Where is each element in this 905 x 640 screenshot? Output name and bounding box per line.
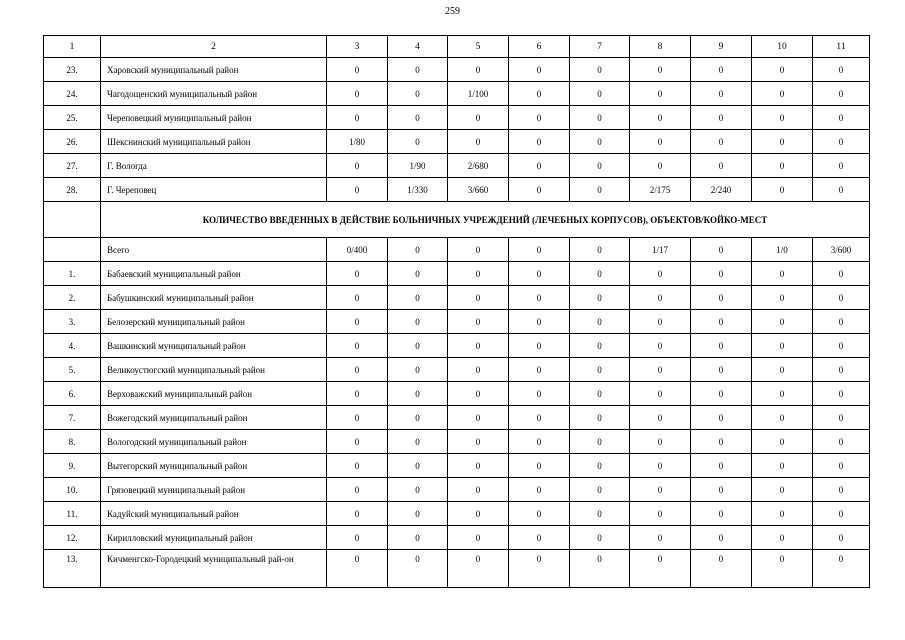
value-cell: 0 bbox=[752, 82, 813, 106]
column-number-cell: 5 bbox=[448, 36, 509, 58]
value-cell: 0 bbox=[570, 286, 630, 310]
value-cell: 0 bbox=[509, 382, 570, 406]
row-number-cell: 24. bbox=[44, 82, 101, 106]
value-cell: 0 bbox=[691, 358, 752, 382]
value-cell: 0 bbox=[388, 130, 448, 154]
district-name-cell: Кичменгско-Городецкий муниципальный рай-он bbox=[101, 550, 327, 588]
value-cell: 0 bbox=[813, 454, 870, 478]
district-name-cell: Кадуйский муниципальный район bbox=[101, 502, 327, 526]
value-cell: 0 bbox=[327, 550, 388, 588]
value-cell: 0 bbox=[448, 550, 509, 588]
value-cell: 0 bbox=[752, 154, 813, 178]
value-cell: 0 bbox=[448, 262, 509, 286]
value-cell: 0 bbox=[388, 382, 448, 406]
table-row bbox=[44, 502, 870, 526]
value-cell: 0 bbox=[509, 130, 570, 154]
value-cell: 0 bbox=[691, 262, 752, 286]
value-cell: 0 bbox=[630, 58, 691, 82]
value-cell: 0 bbox=[752, 358, 813, 382]
value-cell: 0 bbox=[570, 334, 630, 358]
value-cell: 0 bbox=[509, 178, 570, 202]
row-number-cell: 1. bbox=[44, 262, 101, 286]
row-number-cell: 6. bbox=[44, 382, 101, 406]
value-cell: 0 bbox=[570, 178, 630, 202]
column-number-cell: 2 bbox=[101, 36, 327, 58]
value-cell: 0 bbox=[388, 334, 448, 358]
value-cell: 0 bbox=[630, 154, 691, 178]
value-cell: 0 bbox=[630, 406, 691, 430]
value-cell: 0 bbox=[630, 358, 691, 382]
value-cell: 0 bbox=[327, 358, 388, 382]
value-cell: 0 bbox=[388, 478, 448, 502]
value-cell: 0 bbox=[691, 334, 752, 358]
value-cell: 0 bbox=[570, 382, 630, 406]
value-cell: 0 bbox=[752, 286, 813, 310]
value-cell: 0 bbox=[388, 502, 448, 526]
value-cell: 0 bbox=[752, 262, 813, 286]
value-cell: 0 bbox=[448, 310, 509, 334]
value-cell: 0 bbox=[630, 430, 691, 454]
district-name-cell: Шекснинский муниципальный район bbox=[101, 130, 327, 154]
value-cell: 0 bbox=[388, 310, 448, 334]
value-cell: 0 bbox=[570, 130, 630, 154]
value-cell: 0 bbox=[630, 478, 691, 502]
value-cell: 0 bbox=[752, 130, 813, 154]
value-cell: 0 bbox=[691, 130, 752, 154]
column-number-cell: 6 bbox=[509, 36, 570, 58]
value-cell: 0 bbox=[448, 406, 509, 430]
value-cell: 0 bbox=[570, 82, 630, 106]
value-cell: 0 bbox=[388, 550, 448, 588]
value-cell: 0 bbox=[327, 382, 388, 406]
value-cell: 0 bbox=[691, 82, 752, 106]
value-cell: 0 bbox=[448, 238, 509, 262]
value-cell: 0 bbox=[752, 526, 813, 550]
district-name-cell: Вашкинский муниципальный район bbox=[101, 334, 327, 358]
value-cell: 0 bbox=[570, 238, 630, 262]
table-row bbox=[44, 382, 870, 406]
district-name-cell: Харовский муниципальный район bbox=[101, 58, 327, 82]
value-cell: 0 bbox=[752, 334, 813, 358]
table-row bbox=[44, 262, 870, 286]
value-cell: 0 bbox=[327, 454, 388, 478]
column-number-cell: 8 bbox=[630, 36, 691, 58]
value-cell: 0 bbox=[691, 430, 752, 454]
value-cell: 0 bbox=[630, 82, 691, 106]
value-cell: 2/240 bbox=[691, 178, 752, 202]
table-row bbox=[44, 334, 870, 358]
value-cell: 0 bbox=[813, 382, 870, 406]
value-cell: 0 bbox=[630, 310, 691, 334]
value-cell: 0 bbox=[448, 106, 509, 130]
row-number-cell: 5. bbox=[44, 358, 101, 382]
value-cell: 0 bbox=[388, 58, 448, 82]
value-cell: 0 bbox=[570, 550, 630, 588]
value-cell: 0 bbox=[570, 310, 630, 334]
value-cell: 0 bbox=[327, 106, 388, 130]
row-number-cell: 28. bbox=[44, 178, 101, 202]
value-cell: 0 bbox=[448, 358, 509, 382]
value-cell: 0 bbox=[691, 286, 752, 310]
row-number-cell: 12. bbox=[44, 526, 101, 550]
district-name-cell: Грязовецкий муниципальный район bbox=[101, 478, 327, 502]
row-number-cell: 23. bbox=[44, 58, 101, 82]
row-number-cell: 25. bbox=[44, 106, 101, 130]
value-cell: 0 bbox=[327, 430, 388, 454]
value-cell: 0 bbox=[388, 286, 448, 310]
column-number-cell: 11 bbox=[813, 36, 870, 58]
value-cell: 0 bbox=[327, 58, 388, 82]
row-number-cell: 9. bbox=[44, 454, 101, 478]
row-number-cell: 13. bbox=[44, 550, 101, 588]
table-row bbox=[44, 358, 870, 382]
value-cell: 0 bbox=[570, 358, 630, 382]
value-cell: 0 bbox=[509, 358, 570, 382]
value-cell: 0 bbox=[448, 130, 509, 154]
value-cell: 0 bbox=[448, 430, 509, 454]
value-cell: 0 bbox=[630, 382, 691, 406]
value-cell: 0 bbox=[813, 310, 870, 334]
value-cell: 0 bbox=[509, 526, 570, 550]
district-name-cell: Чагодощенский муниципальный район bbox=[101, 82, 327, 106]
value-cell: 0 bbox=[630, 130, 691, 154]
value-cell: 0 bbox=[570, 430, 630, 454]
row-number-cell: 4. bbox=[44, 334, 101, 358]
value-cell: 0 bbox=[752, 58, 813, 82]
value-cell: 1/90 bbox=[388, 154, 448, 178]
value-cell: 0 bbox=[813, 286, 870, 310]
table-row bbox=[44, 310, 870, 334]
value-cell: 0 bbox=[509, 238, 570, 262]
row-number-cell: 7. bbox=[44, 406, 101, 430]
value-cell: 0 bbox=[813, 478, 870, 502]
value-cell: 0 bbox=[570, 478, 630, 502]
value-cell: 0 bbox=[327, 154, 388, 178]
table-row bbox=[44, 286, 870, 310]
section-header-blank-cell bbox=[44, 202, 101, 238]
value-cell: 0 bbox=[691, 526, 752, 550]
district-name-cell: Г. Череповец bbox=[101, 178, 327, 202]
value-cell: 0 bbox=[327, 526, 388, 550]
value-cell: 0 bbox=[509, 262, 570, 286]
district-name-cell: Череповецкий муниципальный район bbox=[101, 106, 327, 130]
value-cell: 0 bbox=[630, 502, 691, 526]
value-cell: 0 bbox=[388, 526, 448, 550]
value-cell: 0 bbox=[752, 550, 813, 588]
value-cell: 0 bbox=[570, 454, 630, 478]
value-cell: 0 bbox=[327, 502, 388, 526]
value-cell: 0 bbox=[509, 478, 570, 502]
value-cell: 0 bbox=[388, 454, 448, 478]
row-number-cell: 8. bbox=[44, 430, 101, 454]
value-cell: 0 bbox=[570, 262, 630, 286]
row-number-cell bbox=[44, 238, 101, 262]
value-cell: 0 bbox=[691, 502, 752, 526]
value-cell: 0 bbox=[813, 358, 870, 382]
district-name-cell: Вологодский муниципальный район bbox=[101, 430, 327, 454]
row-number-cell: 3. bbox=[44, 310, 101, 334]
value-cell: 0 bbox=[448, 334, 509, 358]
row-number-cell: 2. bbox=[44, 286, 101, 310]
value-cell: 0 bbox=[448, 526, 509, 550]
value-cell: 0 bbox=[813, 58, 870, 82]
row-number-cell: 27. bbox=[44, 154, 101, 178]
value-cell: 0 bbox=[509, 550, 570, 588]
value-cell: 0 bbox=[813, 106, 870, 130]
value-cell: 0 bbox=[327, 178, 388, 202]
table-row bbox=[44, 478, 870, 502]
value-cell: 0 bbox=[509, 82, 570, 106]
table-row bbox=[44, 550, 870, 588]
value-cell: 0 bbox=[509, 454, 570, 478]
value-cell: 0 bbox=[813, 82, 870, 106]
district-name-cell: Кирилловский муниципальный район bbox=[101, 526, 327, 550]
value-cell: 0 bbox=[388, 106, 448, 130]
value-cell: 0 bbox=[448, 382, 509, 406]
value-cell: 0 bbox=[388, 82, 448, 106]
value-cell: 2/680 bbox=[448, 154, 509, 178]
section-title: КОЛИЧЕСТВО ВВЕДЕННЫХ В ДЕЙСТВИЕ БОЛЬНИЧНЫХ УЧРЕЖДЕНИЙ (ЛЕЧЕБНЫХ КОРПУСОВ), ОБЪЕКТОВ/КОЙКО-МЕСТ bbox=[101, 202, 870, 238]
table-row bbox=[44, 238, 870, 262]
table-row bbox=[44, 130, 870, 154]
value-cell: 0 bbox=[388, 430, 448, 454]
value-cell: 0 bbox=[630, 106, 691, 130]
table-row bbox=[44, 406, 870, 430]
value-cell: 0 bbox=[570, 406, 630, 430]
value-cell: 0 bbox=[448, 286, 509, 310]
district-name-cell: Вытегорский муниципальный район bbox=[101, 454, 327, 478]
value-cell: 0 bbox=[630, 334, 691, 358]
value-cell: 0 bbox=[570, 502, 630, 526]
value-cell: 0 bbox=[509, 406, 570, 430]
value-cell: 1/17 bbox=[630, 238, 691, 262]
district-name-cell: Бабушкинский муниципальный район bbox=[101, 286, 327, 310]
value-cell: 0 bbox=[691, 238, 752, 262]
value-cell: 0 bbox=[752, 454, 813, 478]
district-name-cell: Белозерский муниципальный район bbox=[101, 310, 327, 334]
row-number-cell: 11. bbox=[44, 502, 101, 526]
value-cell: 0 bbox=[813, 262, 870, 286]
value-cell: 0 bbox=[509, 430, 570, 454]
district-name-cell: Верховажский муниципальный район bbox=[101, 382, 327, 406]
value-cell: 0 bbox=[630, 526, 691, 550]
value-cell: 0 bbox=[630, 262, 691, 286]
table-row bbox=[44, 82, 870, 106]
statistics-table bbox=[43, 35, 870, 588]
value-cell: 0 bbox=[752, 406, 813, 430]
value-cell: 0 bbox=[813, 154, 870, 178]
table-row bbox=[44, 454, 870, 478]
value-cell: 0 bbox=[813, 526, 870, 550]
value-cell: 0 bbox=[813, 334, 870, 358]
value-cell: 0 bbox=[752, 478, 813, 502]
column-number-cell: 1 bbox=[44, 36, 101, 58]
column-number-cell: 3 bbox=[327, 36, 388, 58]
table-row bbox=[44, 430, 870, 454]
value-cell: 0 bbox=[813, 550, 870, 588]
table-row bbox=[44, 58, 870, 82]
value-cell: 0 bbox=[752, 310, 813, 334]
value-cell: 0 bbox=[752, 382, 813, 406]
value-cell: 0 bbox=[327, 406, 388, 430]
value-cell: 0 bbox=[388, 358, 448, 382]
page-number: 259 bbox=[445, 6, 460, 17]
value-cell: 1/0 bbox=[752, 238, 813, 262]
value-cell: 0 bbox=[570, 106, 630, 130]
value-cell: 0 bbox=[691, 154, 752, 178]
value-cell: 0/400 bbox=[327, 238, 388, 262]
value-cell: 0 bbox=[691, 454, 752, 478]
value-cell: 0 bbox=[691, 478, 752, 502]
table-row bbox=[44, 178, 870, 202]
column-number-cell: 9 bbox=[691, 36, 752, 58]
column-number-cell: 7 bbox=[570, 36, 630, 58]
value-cell: 0 bbox=[509, 106, 570, 130]
value-cell: 0 bbox=[388, 406, 448, 430]
value-cell: 0 bbox=[388, 262, 448, 286]
value-cell: 0 bbox=[813, 406, 870, 430]
value-cell: 0 bbox=[691, 106, 752, 130]
row-number-cell: 26. bbox=[44, 130, 101, 154]
value-cell: 0 bbox=[813, 130, 870, 154]
value-cell: 0 bbox=[448, 454, 509, 478]
value-cell: 1/100 bbox=[448, 82, 509, 106]
value-cell: 0 bbox=[752, 430, 813, 454]
value-cell: 0 bbox=[388, 238, 448, 262]
value-cell: 0 bbox=[570, 526, 630, 550]
value-cell: 0 bbox=[448, 478, 509, 502]
value-cell: 0 bbox=[813, 178, 870, 202]
value-cell: 0 bbox=[691, 310, 752, 334]
district-name-cell: Вожегодский муниципальный район bbox=[101, 406, 327, 430]
value-cell: 0 bbox=[509, 286, 570, 310]
column-number-cell: 4 bbox=[388, 36, 448, 58]
value-cell: 0 bbox=[448, 58, 509, 82]
value-cell: 0 bbox=[630, 550, 691, 588]
value-cell: 0 bbox=[752, 106, 813, 130]
value-cell: 0 bbox=[509, 154, 570, 178]
value-cell: 1/330 bbox=[388, 178, 448, 202]
column-number-cell: 10 bbox=[752, 36, 813, 58]
value-cell: 0 bbox=[691, 382, 752, 406]
value-cell: 0 bbox=[327, 82, 388, 106]
table-row bbox=[44, 526, 870, 550]
value-cell: 0 bbox=[630, 454, 691, 478]
value-cell: 0 bbox=[327, 310, 388, 334]
value-cell: 0 bbox=[691, 58, 752, 82]
value-cell: 3/600 bbox=[813, 238, 870, 262]
value-cell: 0 bbox=[327, 262, 388, 286]
section-header-row bbox=[44, 202, 870, 238]
value-cell: 1/80 bbox=[327, 130, 388, 154]
value-cell: 0 bbox=[509, 502, 570, 526]
value-cell: 0 bbox=[509, 310, 570, 334]
table-row bbox=[44, 154, 870, 178]
value-cell: 0 bbox=[327, 334, 388, 358]
value-cell: 0 bbox=[752, 178, 813, 202]
district-name-cell: Великоустюгский муниципальный район bbox=[101, 358, 327, 382]
column-number-row bbox=[44, 36, 870, 58]
value-cell: 0 bbox=[570, 154, 630, 178]
row-number-cell: 10. bbox=[44, 478, 101, 502]
table-row bbox=[44, 106, 870, 130]
value-cell: 3/660 bbox=[448, 178, 509, 202]
value-cell: 0 bbox=[509, 58, 570, 82]
value-cell: 0 bbox=[509, 334, 570, 358]
value-cell: 0 bbox=[752, 502, 813, 526]
value-cell: 0 bbox=[448, 502, 509, 526]
value-cell: 0 bbox=[327, 286, 388, 310]
value-cell: 0 bbox=[691, 550, 752, 588]
value-cell: 0 bbox=[327, 478, 388, 502]
district-name-cell: Всего bbox=[101, 238, 327, 262]
district-name-cell: Бабаевский муниципальный район bbox=[101, 262, 327, 286]
value-cell: 0 bbox=[813, 502, 870, 526]
value-cell: 0 bbox=[630, 286, 691, 310]
value-cell: 0 bbox=[813, 430, 870, 454]
value-cell: 0 bbox=[570, 58, 630, 82]
district-name-cell: Г. Вологда bbox=[101, 154, 327, 178]
value-cell: 2/175 bbox=[630, 178, 691, 202]
value-cell: 0 bbox=[691, 406, 752, 430]
